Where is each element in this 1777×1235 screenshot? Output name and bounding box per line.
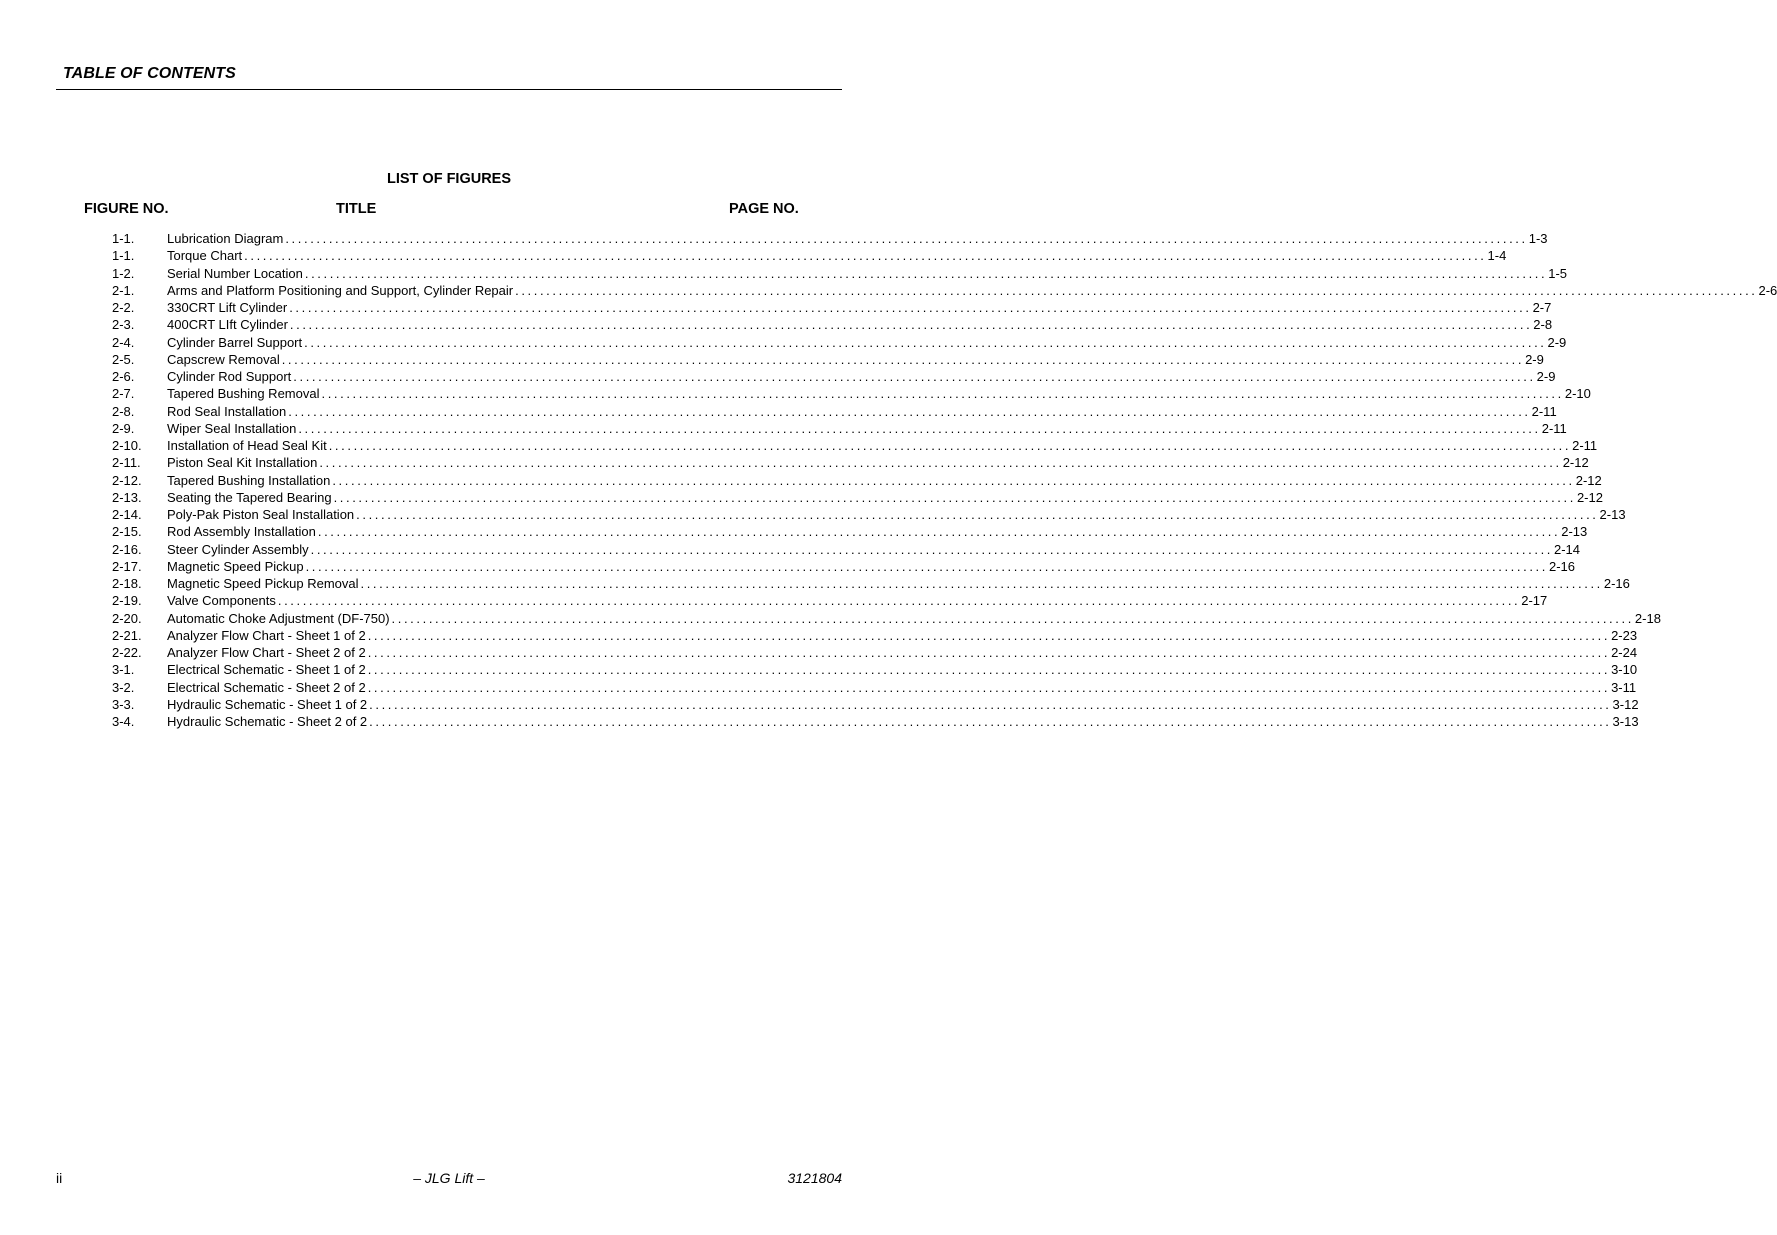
figure-page-number: 3-12 [1612, 696, 1639, 712]
entry-leader-line [167, 575, 1630, 592]
entry-leader-line [167, 713, 1639, 730]
figure-title: Capscrew Removal [167, 351, 280, 367]
figure-entry[interactable] [112, 627, 1638, 644]
figure-entry[interactable] [112, 679, 1637, 696]
entry-leader-line [167, 351, 1544, 368]
figure-title: Rod Seal Installation [167, 403, 287, 419]
figure-title: Magnetic Speed Pickup [167, 558, 304, 574]
figure-title: Cylinder Barrel Support [167, 334, 303, 350]
figure-title: Seating the Tapered Bearing [167, 489, 332, 505]
entry-leader-line [167, 282, 1777, 299]
figure-entry[interactable] [112, 575, 1630, 592]
entry-leader-line [167, 334, 1567, 351]
figure-page-number: 2-12 [1562, 455, 1589, 471]
figure-entry[interactable] [112, 420, 1567, 437]
figure-title: Cylinder Rod Support [167, 369, 292, 384]
figure-number: 2-10. [112, 438, 142, 453]
figure-number: 2-3. [112, 317, 135, 333]
figure-page-number: 2-16 [1548, 558, 1575, 574]
figure-title: Torque Chart [167, 248, 243, 264]
figure-title: Steer Cylinder Assembly [167, 541, 309, 557]
figure-page-number: 2-17 [1521, 593, 1548, 609]
figure-number: 2-22. [112, 645, 142, 660]
dot-leader: ........................................................................................................................................................................................................ [285, 231, 1528, 246]
dot-leader: ........................................................................................................................................................................................................ [281, 351, 1525, 367]
dot-leader: ........................................................................................................................................................................................................ [333, 489, 1576, 505]
dot-leader: ........................................................................................................................................................................................................ [288, 403, 1531, 419]
figure-entry[interactable] [112, 247, 1507, 264]
figure-entry[interactable] [112, 558, 1575, 575]
figure-page-number: 1-3 [1528, 231, 1548, 246]
figure-page-number: 2-9 [1547, 334, 1567, 350]
figure-page-number: 2-12 [1576, 489, 1603, 505]
figure-entry[interactable] [112, 334, 1567, 351]
figure-number: 2-5. [112, 351, 135, 367]
figure-entry[interactable] [112, 316, 1553, 333]
figure-number: 2-12. [112, 472, 142, 488]
figure-page-number: 2-11 [1541, 420, 1567, 436]
figure-title: Wiper Seal Installation [167, 420, 297, 436]
figure-entry[interactable] [112, 610, 1661, 627]
figure-number: 2-13. [112, 489, 142, 505]
figure-number: 1-1. [112, 231, 135, 246]
figure-number: 2-4. [112, 334, 135, 350]
figure-title: Tapered Bushing Removal [167, 386, 320, 402]
dot-leader: ........................................................................................................................................................................................................ [356, 507, 1599, 522]
figure-entry[interactable] [112, 713, 1639, 730]
figure-entry[interactable] [112, 403, 1557, 420]
figure-page-number: 3-10 [1611, 662, 1638, 678]
dot-leader: ........................................................................................................................................................................................................ [367, 679, 1611, 695]
dot-leader: ........................................................................................................................................................................................................ [305, 558, 1548, 574]
entry-leader-line [167, 610, 1661, 627]
figure-number: 2-1. [112, 282, 135, 298]
figure-number: 2-15. [112, 524, 142, 540]
figure-page-number: 2-18 [1634, 610, 1661, 626]
figure-entry[interactable] [112, 592, 1548, 609]
figure-page-number: 2-24 [1611, 645, 1638, 660]
figure-entry[interactable] [112, 644, 1638, 661]
entry-leader-line [167, 368, 1556, 385]
figure-number: 2-21. [112, 627, 142, 643]
figure-page-number: 2-13 [1599, 507, 1626, 522]
entry-leader-line [167, 661, 1638, 678]
figure-title: Analyzer Flow Chart - Sheet 2 of 2 [167, 645, 366, 660]
dot-leader: ........................................................................................................................................................................................................ [304, 265, 1548, 281]
entry-leader-line [167, 627, 1638, 644]
figure-title: 400CRT LIft Cylinder [167, 317, 288, 333]
figure-entry[interactable] [112, 696, 1639, 713]
figure-title: Lubrication Diagram [167, 231, 284, 246]
entry-leader-line [167, 230, 1548, 247]
entry-leader-line [167, 644, 1638, 661]
figure-page-number: 2-8 [1533, 317, 1553, 333]
figure-page-number: 2-14 [1554, 541, 1581, 557]
column-header-figure-no: FIGURE NO. [84, 201, 169, 217]
figure-page-number: 2-11 [1531, 403, 1557, 419]
figure-entry[interactable] [112, 472, 1602, 489]
entry-leader-line [167, 592, 1548, 609]
figure-title: Electrical Schematic - Sheet 1 of 2 [167, 662, 366, 678]
figure-page-number: 2-23 [1611, 627, 1638, 643]
figure-number: 2-19. [112, 593, 142, 609]
figure-page-number: 3-11 [1611, 679, 1637, 695]
figure-title: Poly-Pak Piston Seal Installation [167, 507, 355, 522]
figure-number: 2-11. [112, 455, 141, 471]
entry-leader-line [167, 472, 1602, 489]
figure-title: 330CRT Lift Cylinder [167, 300, 288, 315]
entry-leader-line [167, 541, 1581, 558]
figure-page-number: 2-9 [1525, 351, 1544, 367]
dot-leader: ........................................................................................................................................................................................................ [367, 645, 1611, 660]
figure-title: Serial Number Location [167, 265, 303, 281]
figure-title: Hydraulic Schematic - Sheet 2 of 2 [167, 714, 368, 729]
entry-leader-line [167, 437, 1598, 454]
figure-number: 2-16. [112, 541, 142, 557]
figure-number: 3-3. [112, 696, 135, 712]
figure-entry[interactable] [112, 265, 1568, 282]
entry-leader-line [167, 506, 1626, 523]
figure-entry[interactable] [112, 541, 1581, 558]
figure-page-number: 3-13 [1612, 714, 1639, 729]
figure-list [112, 230, 1777, 730]
entry-leader-line [167, 299, 1552, 316]
figure-number: 3-4. [112, 714, 135, 729]
figure-title: Electrical Schematic - Sheet 2 of 2 [167, 679, 366, 695]
dot-leader: ........................................................................................................................................................................................................ [293, 369, 1536, 384]
figure-page-number: 2-7 [1532, 300, 1552, 315]
footer-page-number: ii [56, 1170, 63, 1186]
figure-number: 3-1. [112, 662, 135, 678]
figure-entry[interactable] [112, 506, 1626, 523]
dot-leader: ........................................................................................................................................................................................................ [289, 300, 1532, 315]
figure-title: Installation of Head Seal Kit [167, 438, 327, 453]
figure-page-number: 1-4 [1487, 248, 1507, 264]
figure-entry[interactable] [112, 368, 1556, 385]
dot-leader: ........................................................................................................................................................................................................ [328, 438, 1572, 453]
figure-number: 2-17. [112, 558, 142, 574]
dot-leader: ........................................................................................................................................................................................................ [369, 696, 1612, 712]
dot-leader: ........................................................................................................................................................................................................ [367, 662, 1611, 678]
figure-number: 3-2. [112, 679, 135, 695]
figure-entry[interactable] [112, 230, 1548, 247]
figure-entry[interactable] [112, 351, 1544, 368]
column-header-page-no: PAGE NO. [729, 201, 799, 217]
figure-title: Arms and Platform Positioning and Support, Cylinder Repair [167, 282, 514, 298]
dot-leader: ........................................................................................................................................................................................................ [298, 420, 1541, 436]
figure-entry[interactable] [112, 282, 1777, 299]
dot-leader: ........................................................................................................................................................................................................ [289, 317, 1533, 333]
column-header-title: TITLE [336, 201, 377, 217]
dot-leader: ........................................................................................................................................................................................................ [332, 472, 1575, 488]
figure-number: 1-1. [112, 248, 135, 264]
figure-page-number: 2-13 [1561, 524, 1588, 540]
figure-title: Magnetic Speed Pickup Removal [167, 576, 359, 591]
dot-leader: ........................................................................................................................................................................................................ [321, 386, 1564, 402]
figure-title: Valve Components [167, 593, 276, 609]
figure-number: 2-6. [112, 369, 135, 384]
dot-leader: ........................................................................................................................................................................................................ [515, 282, 1758, 298]
figure-page-number: 1-5 [1548, 265, 1568, 281]
figure-number: 2-9. [112, 420, 135, 436]
dot-leader: ........................................................................................................................................................................................................ [304, 334, 1547, 350]
section-header-title: TABLE OF CONTENTS [63, 65, 236, 82]
figure-entry[interactable] [112, 523, 1588, 540]
list-title: LIST OF FIGURES [386, 171, 512, 187]
entry-leader-line [167, 403, 1557, 420]
entry-leader-line [167, 247, 1507, 264]
entry-leader-line [167, 558, 1575, 575]
figure-title: Analyzer Flow Chart - Sheet 1 of 2 [167, 627, 366, 643]
entry-leader-line [167, 265, 1568, 282]
figure-page-number: 2-12 [1575, 472, 1602, 488]
dot-leader: ........................................................................................................................................................................................................ [310, 541, 1553, 557]
header-rule [56, 89, 842, 90]
figure-number: 2-8. [112, 403, 135, 419]
figure-title: Piston Seal Kit Installation [167, 455, 318, 471]
entry-leader-line [167, 420, 1567, 437]
figure-title: Automatic Choke Adjustment (DF-750) [167, 610, 390, 626]
entry-leader-line [167, 316, 1553, 333]
dot-leader: ........................................................................................................................................................................................................ [367, 627, 1611, 643]
figure-page-number: 2-10 [1564, 386, 1591, 402]
figure-page-number: 2-6 [1758, 282, 1777, 298]
entry-leader-line [167, 523, 1588, 540]
dot-leader: ........................................................................................................................................................................................................ [369, 714, 1612, 729]
dot-leader: ........................................................................................................................................................................................................ [277, 593, 1521, 609]
figure-entry[interactable] [112, 454, 1589, 471]
figure-entry[interactable] [112, 661, 1638, 678]
figure-entry[interactable] [112, 437, 1598, 454]
entry-leader-line [167, 696, 1639, 713]
figure-number: 1-2. [112, 265, 135, 281]
figure-entry[interactable] [112, 299, 1552, 316]
figure-page-number: 2-11 [1572, 438, 1598, 453]
figure-page-number: 2-16 [1603, 576, 1630, 591]
figure-number: 2-20. [112, 610, 142, 626]
entry-leader-line [167, 489, 1603, 506]
figure-entry[interactable] [112, 385, 1591, 402]
figure-title: Rod Assembly Installation [167, 524, 316, 540]
entry-leader-line [167, 385, 1591, 402]
figure-number: 2-2. [112, 300, 135, 315]
entry-leader-line [167, 454, 1589, 471]
figure-title: Tapered Bushing Installation [167, 472, 331, 488]
figure-entry[interactable] [112, 489, 1603, 506]
figure-number: 2-14. [112, 507, 142, 522]
dot-leader: ........................................................................................................................................................................................................ [244, 248, 1487, 264]
footer-center-text: – JLG Lift – [413, 1170, 485, 1186]
dot-leader: ........................................................................................................................................................................................................ [319, 455, 1562, 471]
footer-doc-number: 3121804 [787, 1170, 842, 1186]
dot-leader: ........................................................................................................................................................................................................ [360, 576, 1603, 591]
dot-leader: ........................................................................................................................................................................................................ [317, 524, 1561, 540]
figure-number: 2-7. [112, 386, 135, 402]
entry-leader-line [167, 679, 1637, 696]
figure-title: Hydraulic Schematic - Sheet 1 of 2 [167, 696, 368, 712]
figure-page-number: 2-9 [1536, 369, 1556, 384]
dot-leader: ........................................................................................................................................................................................................ [391, 610, 1634, 626]
figure-number: 2-18. [112, 576, 142, 591]
